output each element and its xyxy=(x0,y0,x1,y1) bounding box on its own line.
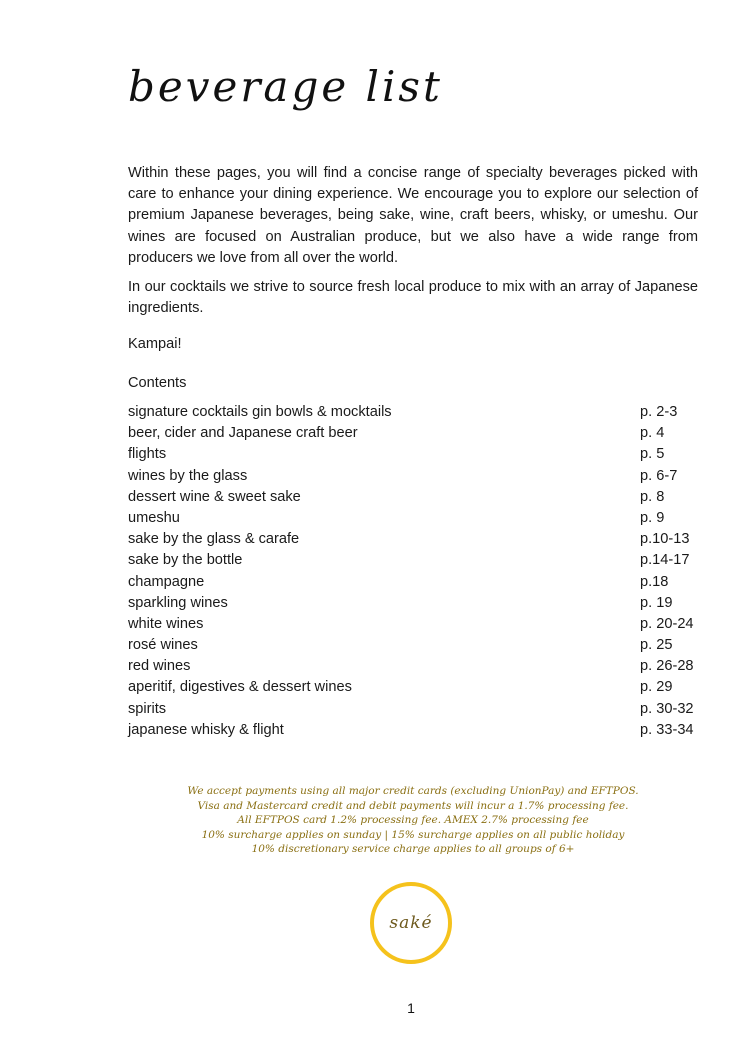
intro-text xyxy=(128,163,698,327)
toc-item-page: p.14-17 xyxy=(640,552,690,569)
page-title: beverage list xyxy=(128,62,443,111)
toc-item xyxy=(128,487,698,508)
toc-item-page: p. 19 xyxy=(640,594,673,611)
toc-item xyxy=(128,466,698,487)
toc-item-label: champagne xyxy=(128,573,205,590)
table-of-contents xyxy=(128,402,698,741)
payment-note-line: We accept payments using all major credit cards (excluding UnionPay) and EFTPOS. xyxy=(187,785,639,797)
toc-item-page: p. 20-24 xyxy=(640,615,694,632)
intro-paragraph: In our cocktails we strive to source fresh local produce to mix with an array of Japanese ingredients. xyxy=(128,279,698,317)
toc-item-label: umeshu xyxy=(128,509,180,526)
toc-item-label: sake by the bottle xyxy=(128,552,243,569)
contents-heading: Contents xyxy=(128,375,187,391)
sake-logo xyxy=(370,882,452,964)
toc-item-label: flights xyxy=(128,446,167,463)
toc-item-label: sparkling wines xyxy=(128,594,228,611)
toc-item-label: dessert wine & sweet sake xyxy=(128,488,301,505)
toc-item xyxy=(128,550,698,571)
toc-item-label: wines by the glass xyxy=(128,467,248,484)
toc-item-page: p. 8 xyxy=(640,488,665,505)
toc-item xyxy=(128,699,698,720)
toc-item xyxy=(128,677,698,698)
toc-item-label: japanese whisky & flight xyxy=(128,721,284,738)
toc-item xyxy=(128,402,698,423)
toc-item-label: aperitif, digestives & dessert wines xyxy=(128,679,352,696)
toc-item-page: p.18 xyxy=(640,573,669,590)
toc-item xyxy=(128,720,698,741)
toc-item xyxy=(128,593,698,614)
toc-item-page: p. 30-32 xyxy=(640,700,694,717)
toc-item xyxy=(128,614,698,635)
toc-item xyxy=(128,529,698,550)
toc-item xyxy=(128,572,698,593)
toc-item-label: rosé wines xyxy=(128,637,198,654)
toc-item-page: p. 4 xyxy=(640,425,665,442)
toc-item-page: p. 6-7 xyxy=(640,467,678,484)
intro-paragraph: Within these pages, you will find a concise range of specialty beverages picked with care to enhance your dining experience. We encourage you to explore our selection of premium Japanese beverages, being sake, wine, craft beers, whisky, or umeshu. Our wines are focused on Australian produce, but we also have a wide range from producers we love from all over the world. xyxy=(128,165,698,266)
toc-item-page: p. 2-3 xyxy=(640,404,678,420)
toc-item-page: p. 25 xyxy=(640,637,673,654)
toc-item-page: p.10-13 xyxy=(640,531,690,548)
toc-item-label: spirits xyxy=(128,700,167,717)
toc-item-label: beer, cider and Japanese craft beer xyxy=(128,425,358,442)
payment-note-line: All EFTPOS card 1.2% processing fee. AMEX 2.7% processing fee xyxy=(237,814,589,826)
toc-item xyxy=(128,508,698,529)
toc-item-page: p. 26-28 xyxy=(640,658,694,675)
payment-note-line: 10% surcharge applies on sunday | 15% surcharge applies on all public holiday xyxy=(201,828,625,841)
toc-item-label: white wines xyxy=(128,615,204,632)
payment-note-line: 10% discretionary service charge applies to all groups of 6+ xyxy=(251,843,575,855)
payment-notes xyxy=(113,784,713,857)
logo-text: saké xyxy=(389,913,433,933)
page-number: 1 xyxy=(407,1000,415,1016)
toc-item xyxy=(128,656,698,677)
toc-item-page: p. 29 xyxy=(640,679,673,696)
kampai-text: Kampai! xyxy=(128,336,182,352)
payment-note-line: Visa and Mastercard credit and debit payments will incur a 1.7% processing fee. xyxy=(197,799,629,812)
toc-item-page: p. 9 xyxy=(640,509,665,526)
toc-item-page: p. 33-34 xyxy=(640,721,694,738)
toc-item xyxy=(128,423,698,444)
toc-item-label: red wines xyxy=(128,658,191,675)
toc-item xyxy=(128,444,698,465)
toc-item-label: signature cocktails gin bowls & mocktails xyxy=(128,404,392,420)
toc-item-page: p. 5 xyxy=(640,446,665,463)
toc-item xyxy=(128,635,698,656)
toc-item-label: sake by the glass & carafe xyxy=(128,531,300,548)
